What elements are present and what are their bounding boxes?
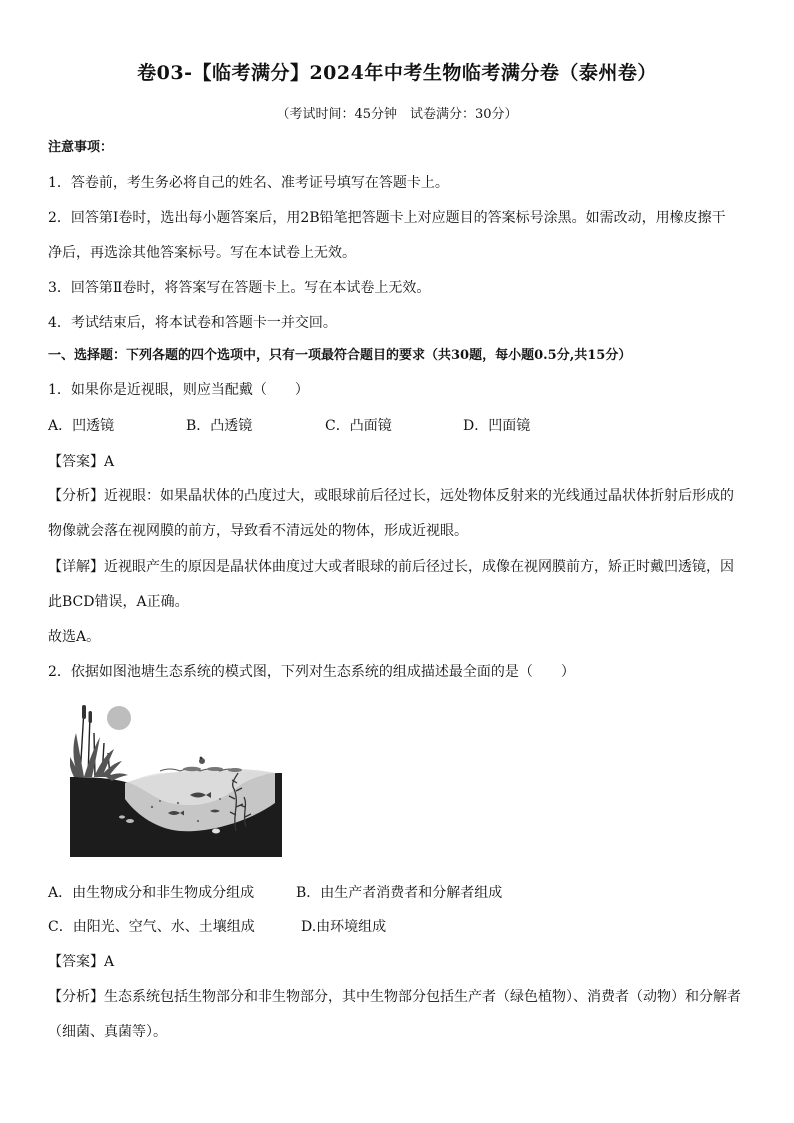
question-2-stem: 2．依据如图池塘生态系统的模式图，下列对生态系统的组成描述最全面的是（ ） — [48, 664, 575, 680]
q1-option-b: B．凸透镜 — [186, 418, 253, 434]
notice-item: 1．答卷前，考生务必将自己的姓名、准考证号填写在答题卡上。 — [48, 175, 449, 191]
page-title: 卷03-【临考满分】2024年中考生物临考满分卷（泰州卷） — [137, 62, 657, 84]
notice-item: 2．回答第Ⅰ卷时，选出每小题答案后，用2B铅笔把答题卡上对应题目的答案标号涂黑。如需改动，用橡皮擦干 — [48, 210, 726, 226]
q1-conclusion: 故选A。 — [48, 629, 101, 645]
q1-detail: 【详解】近视眼产生的原因是晶状体曲度过大或者眼球的前后径过长，成像在视网膜前方，矫正时戴凹透镜，因 — [48, 559, 734, 575]
pond-ecosystem-figure — [70, 703, 282, 857]
q1-option-c: C．凸面镜 — [325, 418, 392, 434]
q2-analysis: 【分析】生态系统包括生物部分和非生物部分，其中生物部分包括生产者（绿色植物）、消费者（动物）和分解者 — [48, 989, 741, 1005]
notice-item: 净后，再选涂其他答案标号。写在本试卷上无效。 — [48, 245, 356, 261]
q1-answer: 【答案】A — [48, 454, 115, 470]
q2-option-d: D.由环境组成 — [301, 919, 387, 935]
q2-option-c: C．由阳光、空气、水、土壤组成 — [48, 919, 255, 935]
sun-icon — [107, 706, 131, 730]
q1-detail-cont: 此BCD错误，A正确。 — [48, 594, 189, 610]
notice-item: 4．考试结束后，将本试卷和答题卡一并交回。 — [48, 315, 337, 331]
q2-answer: 【答案】A — [48, 954, 115, 970]
section-heading: 一、选择题：下列各题的四个选项中，只有一项最符合题目的要求（共30题，每小题0.5分,共15分） — [48, 348, 632, 363]
q2-option-a: A．由生物成分和非生物成分组成 — [48, 885, 255, 901]
q2-analysis-cont: （细菌、真菌等）。 — [48, 1024, 167, 1040]
q2-option-b: B．由生产者消费者和分解者组成 — [296, 885, 503, 901]
q1-analysis-cont: 物像就会落在视网膜的前方，导致看不清远处的物体，形成近视眼。 — [48, 523, 468, 539]
q1-analysis: 【分析】近视眼：如果晶状体的凸度过大，或眼球前后径过长，远处物体反射来的光线通过晶状体折射后形成的 — [48, 488, 734, 504]
exam-info: （考试时间：45分钟 试卷满分：30分） — [276, 107, 518, 122]
question-1-stem: 1．如果你是近视眼，则应当配戴（ ） — [48, 382, 309, 398]
notice-item: 3．回答第Ⅱ卷时，将答案写在答题卡上。写在本试卷上无效。 — [48, 280, 431, 296]
q1-option-d: D．凹面镜 — [463, 418, 531, 434]
notice-heading: 注意事项： — [48, 140, 114, 155]
q1-option-a: A．凹透镜 — [48, 418, 115, 434]
